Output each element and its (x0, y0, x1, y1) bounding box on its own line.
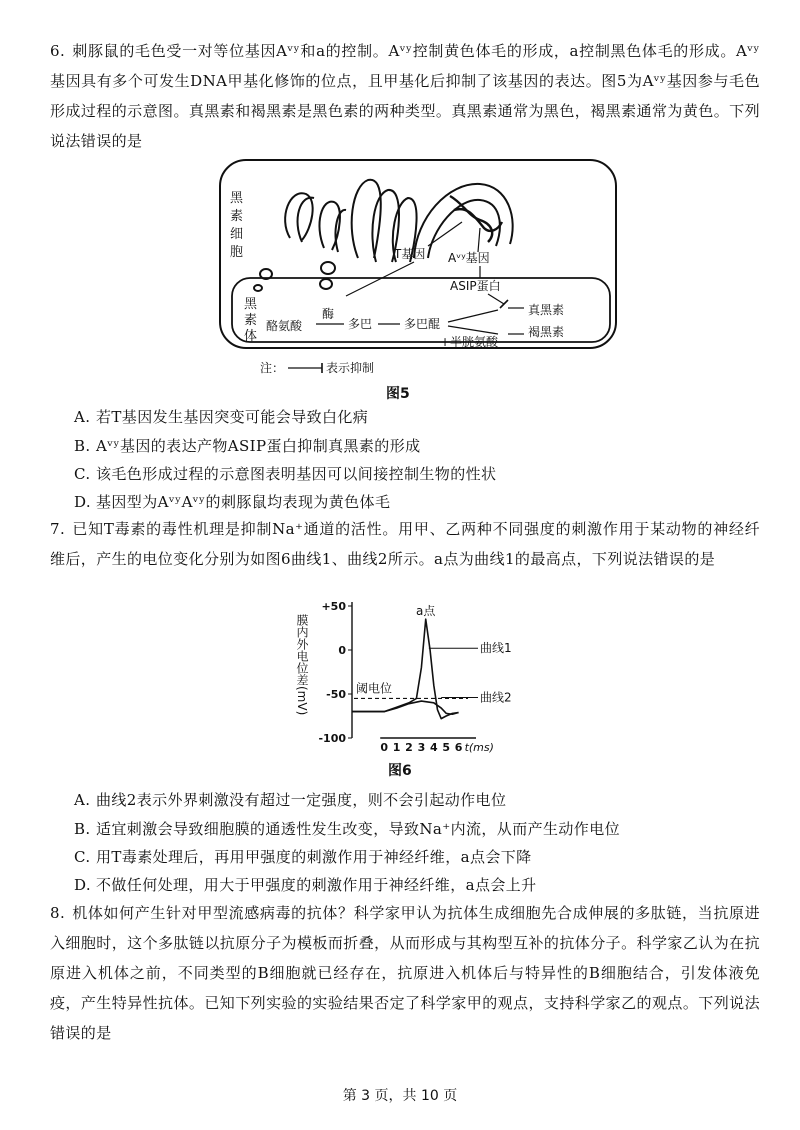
option-text: 曲线2表示外界刺激没有超过一定强度，则不会引起动作电位 (96, 791, 507, 809)
inhibition-bar (500, 300, 508, 308)
question-number: 6. (50, 42, 66, 60)
t-gene-label: T基因 (394, 247, 426, 261)
curve-2-label: 曲线2 (480, 690, 512, 705)
melanocyte-label (230, 191, 244, 260)
y-tick-label: -50 (326, 688, 346, 701)
option-text: 适宜刺激会导致细胞膜的通透性发生改变，导致Na⁺内流，从而产生动作电位 (96, 820, 620, 838)
option-letter: D. (74, 876, 92, 894)
chart-ticks (318, 600, 493, 754)
q6-option-b[interactable] (74, 435, 764, 457)
x-tick-label: 3 (417, 741, 426, 754)
figure-5-caption: 图5 (386, 386, 410, 402)
option-text: Aᵛʸ基因的表达产物ASIP蛋白抑制真黑素的形成 (96, 437, 421, 455)
option-letter: C. (74, 465, 91, 483)
option-letter: D. (74, 493, 92, 511)
tyrosine-label: 酪氨酸 (266, 319, 303, 333)
q6-option-d[interactable] (74, 491, 764, 513)
series-line-1 (352, 619, 459, 718)
dopa-label: 多巴 (348, 317, 373, 331)
cell-label-char: 细 (230, 227, 244, 242)
x-tick-label: 6 (454, 741, 463, 754)
enzyme-label: 酶 (322, 307, 335, 321)
cysteine-label: +半胱氨酸 (440, 335, 499, 349)
option-letter: C. (74, 848, 91, 866)
q6-option-c[interactable] (74, 463, 764, 485)
melanosome-label-char: 素 (244, 313, 258, 328)
cell-label-char: 黑 (230, 191, 244, 206)
option-letter: A. (74, 791, 91, 809)
q7-option-a[interactable] (74, 789, 764, 811)
arrow-to-pheomelanin (448, 326, 498, 334)
chart-y-axis-label: 膜内外电位差(mV) (295, 614, 309, 716)
option-text: 基因型为AᵛʸAᵛʸ的刺豚鼠均表现为黄色体毛 (96, 493, 391, 511)
helix-to-avy-gene-line (478, 228, 480, 252)
asip-label: ASIP蛋白 (450, 279, 501, 293)
option-text: 用T毒素处理后，再用甲强度的刺激作用于神经纤维，a点会下降 (96, 848, 532, 866)
option-text: 若T基因发生基因突变可能会导致白化病 (96, 408, 369, 426)
question-text: 刺豚鼠的毛色受一对等位基因Aᵛʸ和a的控制。Aᵛʸ控制黄色体毛的形成，a控制黑色体毛的形成。Aᵛʸ基因具有多个可发生DNA甲基化修饰的位点，且甲基化后抑制了该基因的表达。图5为Aᵛʸ基因参与毛色形成过程的示意图。真黑素和褐黑素是黑色素的两种类型。真黑素通常为黑色，褐黑素通常为黄色。下列说法错误的是 (50, 42, 760, 150)
arrow-to-eumelanin (448, 310, 498, 322)
cell-label-char: 胞 (230, 245, 244, 260)
eumelanin-label: 真黑素 (528, 303, 565, 317)
avy-gene-label: Aᵛʸ基因 (448, 251, 490, 265)
question-7 (50, 514, 760, 574)
x-tick-label: 4 (429, 741, 438, 754)
y-tick-label: -100 (318, 732, 346, 745)
chart-series (352, 619, 468, 718)
question-6 (50, 36, 760, 156)
figure-5-diagram (218, 158, 620, 380)
x-tick-label: 0 (380, 741, 389, 754)
q7-option-d[interactable] (74, 874, 764, 896)
figure-6-caption: 图6 (388, 763, 412, 779)
question-text: 已知T毒素的毒性机理是抑制Na⁺通道的活性。用甲、乙两种不同强度的刺激作用于某动物的神经纤维后，产生的电位变化分别为如图6曲线1、曲线2所示。a点为曲线1的最高点，下列说法错误的是 (50, 520, 760, 568)
melanosome-label-char: 黑 (244, 297, 258, 312)
option-letter: B. (74, 437, 91, 455)
question-number: 7. (50, 520, 66, 538)
pheomelanin-label: 褐黑素 (528, 325, 565, 339)
series-line-2 (352, 701, 459, 714)
option-text: 不做任何处理，用大于甲强度的刺激作用于神经纤维，a点会上升 (96, 876, 537, 894)
option-letter: A. (74, 408, 91, 426)
option-text: 该毛色形成过程的示意图表明基因可以间接控制生物的性状 (96, 465, 497, 483)
page-footer: 第 3 页，共 10 页 (342, 1088, 458, 1104)
question-text: 机体如何产生针对甲型流感病毒的抗体？科学家甲认为抗体生成细胞先合成伸展的多肽链，当抗原进入细胞时，这个多肽链以抗原分子为模板而折叠，从而形成与其构型互补的抗体分子。科学家乙认为在抗原进入机体之前，不同类型的B细胞就已经存在，抗原进入机体后与特异性的B细胞结合，引发体液免疫，产生特异性抗体。已知下列实验的实验结果否定了科学家甲的观点，支持科学家乙的观点。下列说法错误的是 (50, 904, 760, 1042)
golgi-er-organelles (254, 180, 513, 291)
q7-option-b[interactable] (74, 818, 764, 840)
chart-axes (352, 602, 476, 738)
cell-label-char: 素 (230, 209, 244, 224)
question-number: 8. (50, 904, 66, 922)
melanosome-label-char: 体 (244, 329, 258, 344)
t-gene-to-pathway-arrow (346, 262, 414, 296)
x-tick-label: 2 (405, 741, 413, 754)
option-letter: B. (74, 820, 91, 838)
q6-option-a[interactable] (74, 406, 764, 428)
melanosome-label (244, 297, 258, 344)
dna-helix-icon (450, 196, 502, 242)
dopaquinone-label: 多巴醌 (404, 317, 441, 331)
q7-option-c[interactable] (74, 846, 764, 868)
asip-inhibition-line (488, 294, 504, 304)
note-prefix: 注： (260, 361, 285, 375)
x-tick-label: 5 (442, 741, 451, 754)
note-suffix: 表示抑制 (326, 361, 375, 375)
figure-6-chart (290, 596, 540, 756)
curve-1-label: 曲线1 (480, 641, 512, 656)
x-axis-label: t(ms) (464, 741, 494, 754)
y-tick-label: 0 (338, 644, 346, 657)
question-8 (50, 898, 760, 1048)
x-tick-label: 1 (392, 741, 401, 754)
helix-to-t-gene-line (428, 222, 462, 246)
peak-a-label: a点 (416, 604, 436, 619)
threshold-label: 阈电位 (356, 681, 393, 696)
y-tick-label: +50 (321, 600, 346, 613)
